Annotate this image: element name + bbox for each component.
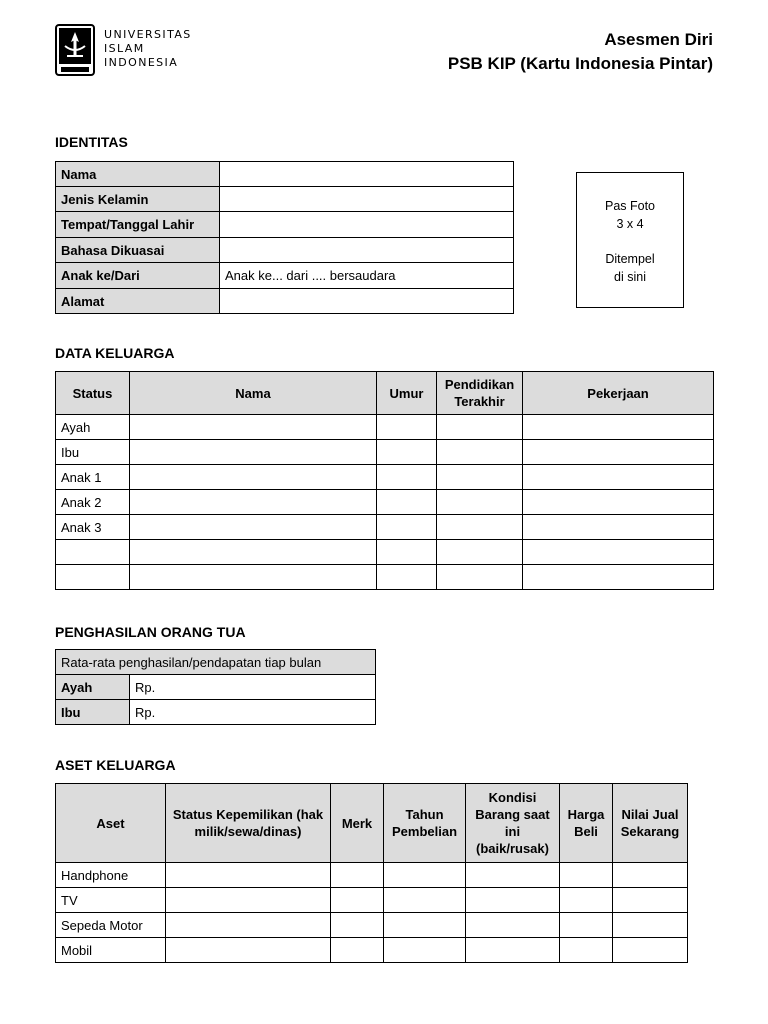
keluarga-cell[interactable] <box>377 565 437 590</box>
keluarga-status: Anak 1 <box>56 465 130 490</box>
keluarga-header: Status <box>56 372 130 415</box>
penghasilan-label: Ayah <box>56 675 130 700</box>
identitas-label: Tempat/Tanggal Lahir <box>56 212 220 238</box>
keluarga-cell[interactable] <box>437 540 523 565</box>
keluarga-cell[interactable] <box>130 540 377 565</box>
aset-header: Nilai Jual Sekarang <box>613 784 688 863</box>
keluarga-header: Nama <box>130 372 377 415</box>
identitas-table <box>55 161 514 314</box>
keluarga-cell[interactable] <box>130 415 377 440</box>
aset-cell[interactable] <box>331 863 384 888</box>
keluarga-cell[interactable] <box>130 490 377 515</box>
table-row <box>56 863 688 888</box>
table-row <box>56 565 714 590</box>
keluarga-cell[interactable] <box>437 465 523 490</box>
aset-cell[interactable] <box>166 863 331 888</box>
identitas-label: Bahasa Dikuasai <box>56 238 220 263</box>
keluarga-status: Ayah <box>56 415 130 440</box>
aset-cell[interactable] <box>560 913 613 938</box>
keluarga-cell[interactable] <box>523 490 714 515</box>
keluarga-cell[interactable] <box>437 440 523 465</box>
keluarga-cell[interactable] <box>523 565 714 590</box>
aset-header: Kondisi Barang saat ini (baik/rusak) <box>466 784 560 863</box>
table-row <box>56 515 714 540</box>
aset-cell[interactable] <box>384 938 466 963</box>
keluarga-cell[interactable] <box>130 565 377 590</box>
photo-text: Pas Foto <box>604 199 656 213</box>
identitas-value[interactable]: Anak ke... dari .... bersaudara <box>220 263 514 289</box>
aset-cell[interactable] <box>384 888 466 913</box>
keluarga-cell[interactable] <box>377 440 437 465</box>
section-heading-aset: ASET KELUARGA <box>55 757 176 773</box>
keluarga-cell[interactable] <box>377 415 437 440</box>
aset-cell[interactable] <box>560 863 613 888</box>
keluarga-cell[interactable] <box>437 565 523 590</box>
aset-table <box>55 783 688 963</box>
aset-cell[interactable] <box>466 913 560 938</box>
university-logo <box>55 24 95 76</box>
keluarga-status <box>56 540 130 565</box>
section-heading-identitas: IDENTITAS <box>55 134 128 150</box>
keluarga-cell[interactable] <box>523 465 714 490</box>
aset-header: Tahun Pembelian <box>384 784 466 863</box>
aset-name: Mobil <box>56 938 166 963</box>
aset-cell[interactable] <box>613 888 688 913</box>
table-row <box>56 465 714 490</box>
table-row <box>56 888 688 913</box>
aset-header: Status Kepemilikan (hak milik/sewa/dinas) <box>166 784 331 863</box>
aset-cell[interactable] <box>560 938 613 963</box>
aset-cell[interactable] <box>613 913 688 938</box>
table-row <box>56 913 688 938</box>
aset-cell[interactable] <box>384 913 466 938</box>
keluarga-cell[interactable] <box>377 465 437 490</box>
aset-header: Merk <box>331 784 384 863</box>
aset-cell[interactable] <box>331 888 384 913</box>
identitas-value[interactable] <box>220 238 514 263</box>
aset-cell[interactable] <box>466 938 560 963</box>
university-name-line: INDONESIA <box>104 56 179 69</box>
keluarga-cell[interactable] <box>523 440 714 465</box>
document-title <box>448 28 713 76</box>
keluarga-table <box>55 371 714 590</box>
penghasilan-value[interactable]: Rp. <box>130 675 376 700</box>
table-row <box>56 440 714 465</box>
keluarga-cell[interactable] <box>377 490 437 515</box>
keluarga-status: Anak 2 <box>56 490 130 515</box>
table-row <box>56 540 714 565</box>
aset-name: Sepeda Motor <box>56 913 166 938</box>
section-heading-keluarga: DATA KELUARGA <box>55 345 175 361</box>
university-name <box>104 28 192 70</box>
aset-cell[interactable] <box>331 938 384 963</box>
section-heading-penghasilan: PENGHASILAN ORANG TUA <box>55 624 246 640</box>
identitas-label: Anak ke/Dari <box>56 263 220 289</box>
aset-cell[interactable] <box>384 863 466 888</box>
aset-header: Aset <box>56 784 166 863</box>
penghasilan-table <box>55 649 376 725</box>
aset-cell[interactable] <box>166 913 331 938</box>
aset-cell[interactable] <box>560 888 613 913</box>
table-row <box>56 490 714 515</box>
aset-cell[interactable] <box>166 938 331 963</box>
photo-text: di sini <box>614 270 646 284</box>
aset-cell[interactable] <box>613 863 688 888</box>
aset-cell[interactable] <box>166 888 331 913</box>
table-row <box>56 938 688 963</box>
penghasilan-label: Ibu <box>56 700 130 725</box>
keluarga-cell[interactable] <box>377 515 437 540</box>
identitas-value[interactable] <box>220 162 514 187</box>
university-name-line: UNIVERSITAS <box>104 28 192 41</box>
keluarga-status <box>56 565 130 590</box>
identitas-label: Alamat <box>56 289 220 314</box>
keluarga-cell[interactable] <box>523 515 714 540</box>
keluarga-cell[interactable] <box>437 415 523 440</box>
aset-cell[interactable] <box>613 938 688 963</box>
keluarga-header: Pendidikan Terakhir <box>437 372 523 415</box>
table-row <box>56 415 714 440</box>
keluarga-cell[interactable] <box>523 415 714 440</box>
aset-name: TV <box>56 888 166 913</box>
photo-text: 3 x 4 <box>616 217 644 231</box>
aset-cell[interactable] <box>331 913 384 938</box>
identitas-value[interactable] <box>220 212 514 238</box>
keluarga-status: Anak 3 <box>56 515 130 540</box>
keluarga-header: Pekerjaan <box>523 372 714 415</box>
keluarga-cell[interactable] <box>130 440 377 465</box>
university-name-line: ISLAM <box>104 42 145 55</box>
aset-name: Handphone <box>56 863 166 888</box>
keluarga-cell[interactable] <box>523 540 714 565</box>
keluarga-cell[interactable] <box>130 465 377 490</box>
keluarga-cell[interactable] <box>437 515 523 540</box>
document-title-line1: Asesmen Diri <box>604 30 713 49</box>
identitas-label: Nama <box>56 162 220 187</box>
aset-cell[interactable] <box>466 863 560 888</box>
photo-placeholder <box>576 172 684 308</box>
keluarga-cell[interactable] <box>437 490 523 515</box>
penghasilan-value[interactable]: Rp. <box>130 700 376 725</box>
photo-text: Ditempel <box>605 252 655 266</box>
keluarga-header: Umur <box>377 372 437 415</box>
aset-cell[interactable] <box>466 888 560 913</box>
penghasilan-caption: Rata-rata penghasilan/pendapatan tiap bulan <box>56 650 376 675</box>
identitas-value[interactable] <box>220 289 514 314</box>
identitas-label: Jenis Kelamin <box>56 187 220 212</box>
identitas-value[interactable] <box>220 187 514 212</box>
keluarga-cell[interactable] <box>377 540 437 565</box>
keluarga-cell[interactable] <box>130 515 377 540</box>
keluarga-status: Ibu <box>56 440 130 465</box>
document-title-line2: PSB KIP (Kartu Indonesia Pintar) <box>447 54 713 73</box>
aset-header: Harga Beli <box>560 784 613 863</box>
